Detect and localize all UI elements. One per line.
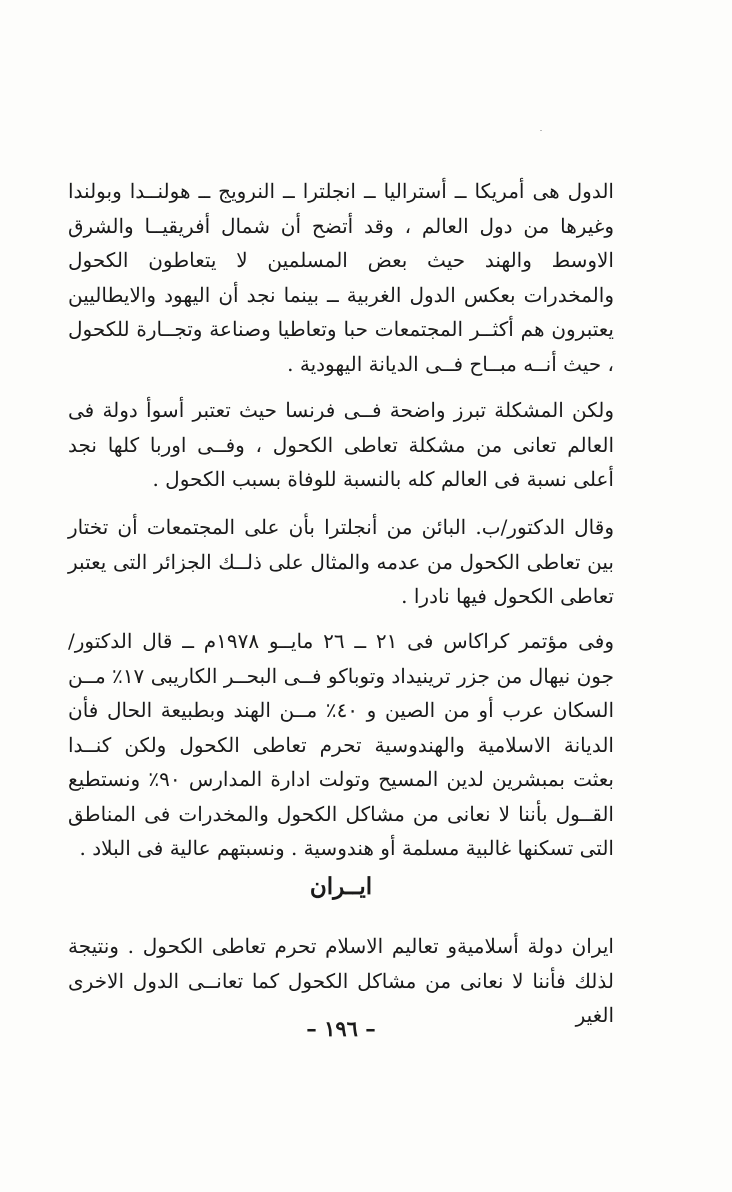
scan-speck bbox=[540, 130, 542, 131]
paragraph-text: الدول هى أمريكا ــ أستراليا ــ انجلترا ــ النرويج ــ هولنــدا وبولندا وغيرها من دول العالم ، وقد أتضح أن شمال أفريقيــا والشرق الاوسط والهند حيث بعض المسلمين لا يتعاطون الكحول والمخدرات بعكس الدول الغربية ــ بينما نجد أن اليهود والايطاليين يعتبرون هم أكثــر المجتمعات حبا وتعاطيا وصناعة وتجــارة للكحول ، حيث أنــه مبــاح فــى الديانة اليهودية . bbox=[68, 179, 614, 376]
paragraph-text: ولكن المشكلة تبرز واضحة فــى فرنسا حيث تعتبر أسوأ دولة فى العالم تعانى من مشكلة تعاطى الكحول ، وفــى اوربا كلها نجد أعلى نسبة فى العالم كله بالنسبة للوفاة بسبب الكحول . bbox=[68, 398, 614, 491]
paragraph-text: وقال الدكتور/ب. البائن من أنجلترا بأن على المجتمعات أن تختار بين تعاطى الكحول من عدمه والمثال على ذلــك الجزائر التى يعتبر تعاطى الكحول فيها نادرا . bbox=[68, 515, 614, 608]
section-heading-iran: ايــران bbox=[309, 873, 373, 900]
paragraph-text: ايران دولة أسلاميةو تعاليم الاسلام تحرم تعاطى الكحول . ونتيجة لذلك فأننا لا نعانى من مشاكل الكحول كما تعانــى الدول الاخرى الغير bbox=[68, 934, 614, 1027]
paragraph-caracas-conference bbox=[68, 624, 614, 866]
paragraph-france-problem bbox=[68, 393, 614, 497]
paragraph-text: وفى مؤتمر كراكاس فى ٢١ ــ ٢٦ مايــو ١٩٧٨م ــ قال الدكتور/ جون نيهال من جزر ترينيداد وتوباكو فــى البحــر الكاريبى ١٧٪ مــن السكان عرب أو من الصين و ٤٠٪ مــن الهند وبطبيعة الحال فأن الديانة الاسلامية والهندوسية تحرم تعاطى الكحول ولكن كنــدا بعثت بمبشرين لدين المسيح وتولت ادارة المدارس ٩٠٪ ونستطيع القــول بأننا لا نعانى من مشاكل الكحول والمخدرات فى المناطق التى تسكنها غالبية مسلمة أو هندوسية . ونسبتهم عالية فى البلاد . bbox=[68, 629, 615, 860]
page-number: – ١٩٦ – bbox=[306, 1016, 376, 1041]
paragraph-england-doctor bbox=[68, 510, 614, 614]
paragraph-drinking-countries bbox=[68, 174, 614, 381]
